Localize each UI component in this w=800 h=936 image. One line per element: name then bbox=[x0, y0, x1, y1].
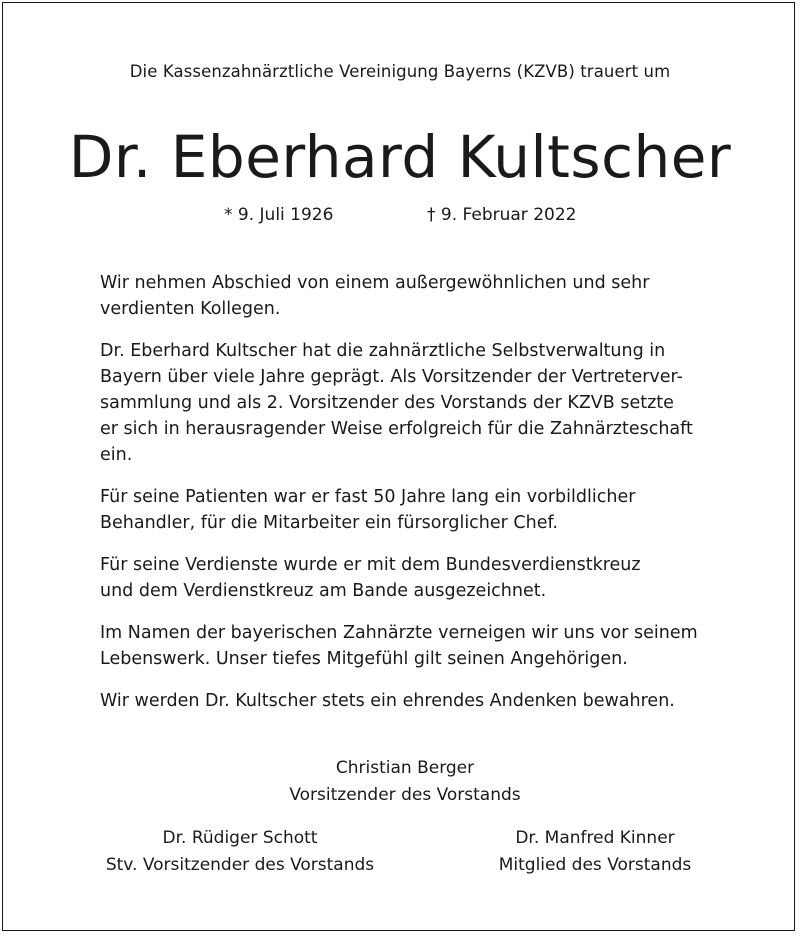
signature-chairman bbox=[250, 755, 560, 809]
signatory-role: Stv. Vorsitzender des Vorstands bbox=[105, 855, 375, 875]
paragraph-farewell: Wir nehmen Abschied von einem außergewöhnlichen und sehr verdienten Kollegen. bbox=[100, 273, 650, 319]
signatory-role: Mitglied des Vorstands bbox=[498, 855, 692, 875]
paragraph-career: Dr. Eberhard Kultscher hat die zahnärztliche Selbstverwaltung in Bayern über viele Jahre geprägt. Als Vorsitzender der Vertreterver- sammlung und als 2. Vorsitzender des Vorstands der KZVB setzte er sich in herausragender Weise erfolgreich für die Zahnärzteschaft ein. bbox=[100, 341, 693, 465]
paragraph-honors: Für seine Verdienste wurde er mit dem Bundesverdienstkreuz und dem Verdienstkreuz am Bande ausgezeichnet. bbox=[100, 555, 641, 601]
signatory-name: Dr. Rüdiger Schott bbox=[162, 828, 318, 848]
signatory-role: Vorsitzender des Vorstands bbox=[289, 785, 521, 805]
paragraph-condolence: Im Namen der bayerischen Zahnärzte verneigen wir uns vor seinem Lebenswerk. Unser tiefes Mitgefühl gilt seinen Angehörigen. bbox=[100, 623, 698, 669]
signature-deputy bbox=[90, 825, 390, 879]
obituary-text bbox=[100, 270, 720, 730]
signatory-name: Christian Berger bbox=[335, 758, 475, 778]
intro-line: Die Kassenzahnärztliche Vereinigung Bayerns (KZVB) trauert um bbox=[129, 62, 671, 81]
death-date: † 9. Februar 2022 bbox=[427, 205, 577, 225]
birth-date: * 9. Juli 1926 bbox=[224, 205, 334, 225]
paragraph-remembrance: Wir werden Dr. Kultscher stets ein ehrendes Andenken bewahren. bbox=[100, 691, 675, 711]
paragraph-patients: Für seine Patienten war er fast 50 Jahre lang ein vorbildlicher Behandler, für die Mitarbeiter ein fürsorglicher Chef. bbox=[100, 487, 636, 533]
signatory-name: Dr. Manfred Kinner bbox=[515, 828, 675, 848]
signature-member bbox=[450, 825, 740, 879]
deceased-name: Dr. Eberhard Kultscher bbox=[68, 123, 732, 191]
